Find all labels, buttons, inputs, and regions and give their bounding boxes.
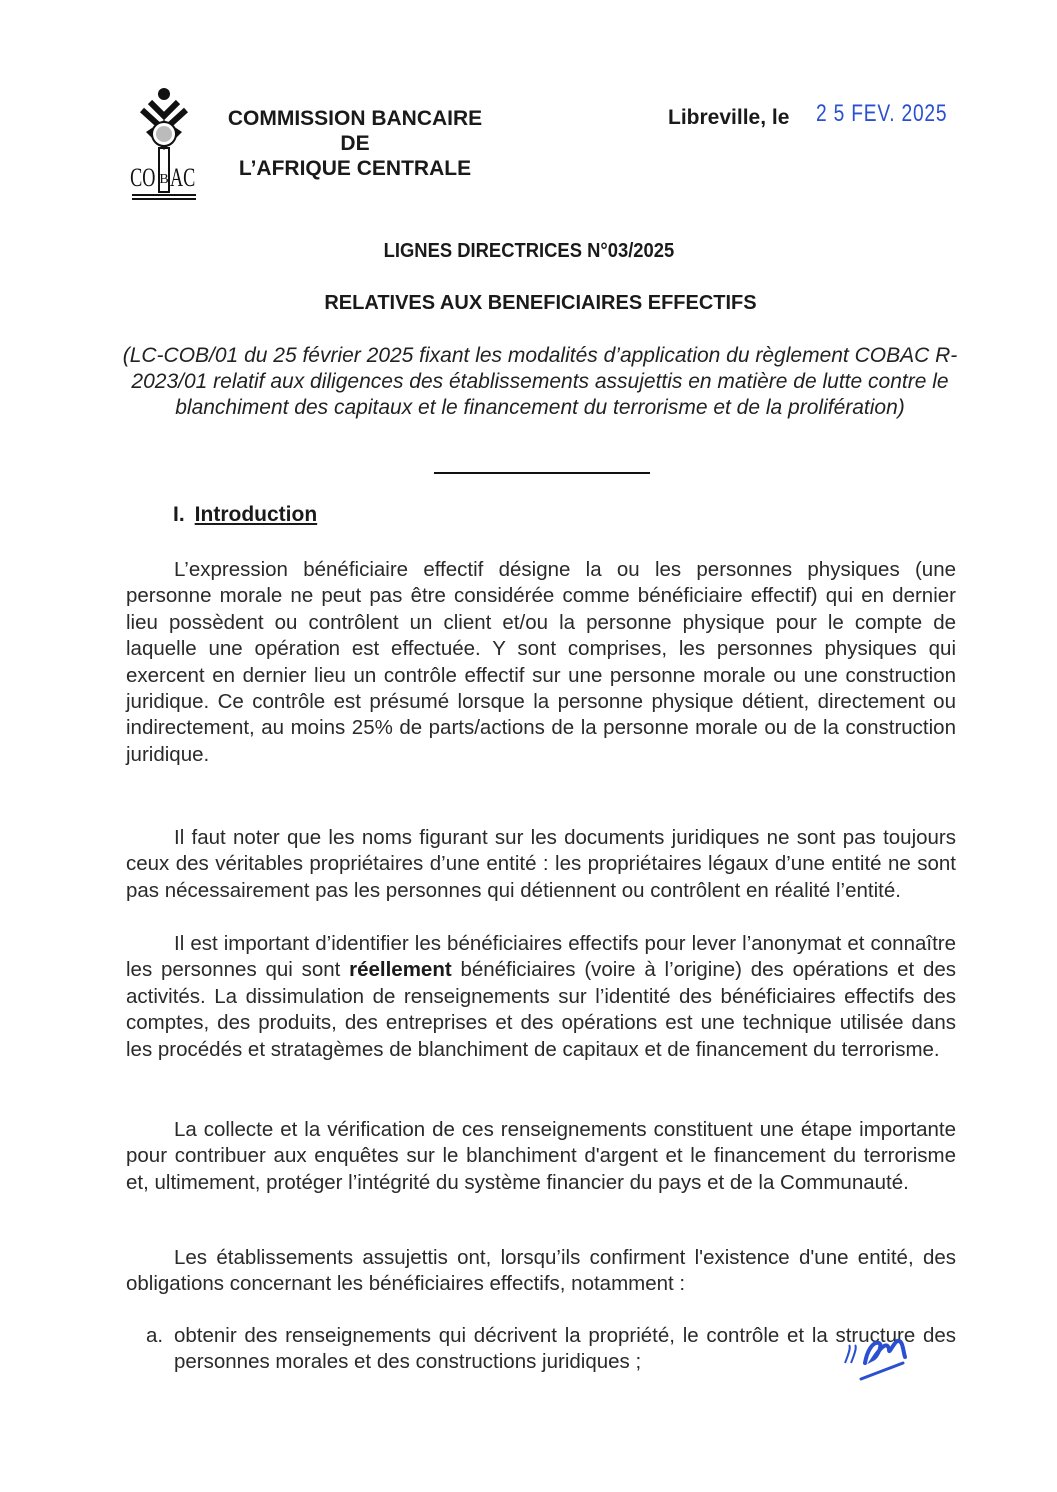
handwritten-initials-icon — [843, 1333, 923, 1383]
document-title-text: LIGNES DIRECTRICES N°03/2025 — [383, 240, 674, 262]
list-item-text: obtenir des renseignements qui décrivent la propriété, le contrôle et la structure des personnes morales et des constructions juridiques ; — [174, 1324, 956, 1374]
org-line-3: L’AFRIQUE CENTRALE — [238, 157, 472, 180]
section-number: I. — [173, 503, 185, 526]
document-title — [0, 240, 1057, 263]
svg-text:B: B — [159, 172, 169, 187]
svg-text:CO: CO — [130, 162, 156, 192]
document-subtitle: (LC-COB/01 du 25 février 2025 fixant les modalités d’application du règlement COBAC R-2023/01 relatif aux diligences des établissements assujettis en matière de lutte contre le blanchiment des capitaux et le financement du terrorisme et de la prolifération) — [122, 344, 958, 419]
paragraph: Les établissements assujettis ont, lorsqu’ils confirment l'existence d'une entité, des obligations concernant les bénéficiaires effectifs, notamment : — [126, 1246, 956, 1296]
section-heading — [173, 503, 317, 527]
cobac-logo-icon — [128, 86, 200, 204]
svg-text:AC: AC — [170, 162, 196, 192]
list-marker: a. — [146, 1324, 164, 1347]
paragraph-text: Il est important d’identifier les bénéficiaires effectifs pour lever l’anonymat et connaître les personnes qui sont — [126, 932, 956, 982]
organization-name — [200, 106, 510, 181]
list-item — [146, 1323, 956, 1376]
emphasis-text: réellement — [349, 958, 452, 982]
section-title: Introduction — [194, 503, 318, 526]
place-label: Libreville, le — [668, 106, 790, 129]
paragraph: Il faut noter que les noms figurant sur les documents juridiques ne sont pas toujours ceux des véritables propriétaires d’une entité : les propriétaires légaux d’une entité ne sont pas nécessairement pas les personnes qui détiennent ou contrôlent en réalité l’entité. — [126, 826, 956, 902]
separator-rule — [434, 472, 650, 474]
paragraph: La collecte et la vérification de ces renseignements constituent une étape importante pour contribuer aux enquêtes sur le blanchiment d'argent et le financement du terrorisme et, ultimement, protéger l’intégrité du système financier du pays et de la Communauté. — [126, 1118, 956, 1194]
date-stamp: 2 5 FEV. 2025 — [816, 100, 948, 127]
paragraph — [126, 931, 956, 1063]
paragraph: L’expression bénéficiaire effectif désigne la ou les personnes physiques (une personne morale ne peut pas être considérée comme bénéficiaire effectif) qui en dernier lieu possèdent ou contrôlent un client et/ou la personne physique pour le compte de laquelle une opération est effectuée. Y sont comprises, les personnes physiques qui exercent en dernier lieu un contrôle effectif sur une personne morale ou une construction juridique. Ce contrôle est présumé lorsque la personne physique détient, directement ou indirectement, au moins 25% de parts/actions de la personne morale ou de la construction juridique. — [126, 558, 956, 766]
paragraph-text: bénéficiaires (voire à l’origine) des opérations et des activités. La dissimulation de renseignements sur l’identité des bénéficiaires effectifs des comptes, des produits, des entreprises et des opérations est une technique utilisée dans les procédés et stratagèmes de blanchiment de capitaux et de financement du terrorisme. — [126, 958, 956, 1061]
org-line-2: DE — [340, 132, 370, 155]
document-subject: RELATIVES AUX BENEFICIAIRES EFFECTIFS — [324, 292, 757, 314]
org-line-1: COMMISSION BANCAIRE — [227, 107, 483, 130]
